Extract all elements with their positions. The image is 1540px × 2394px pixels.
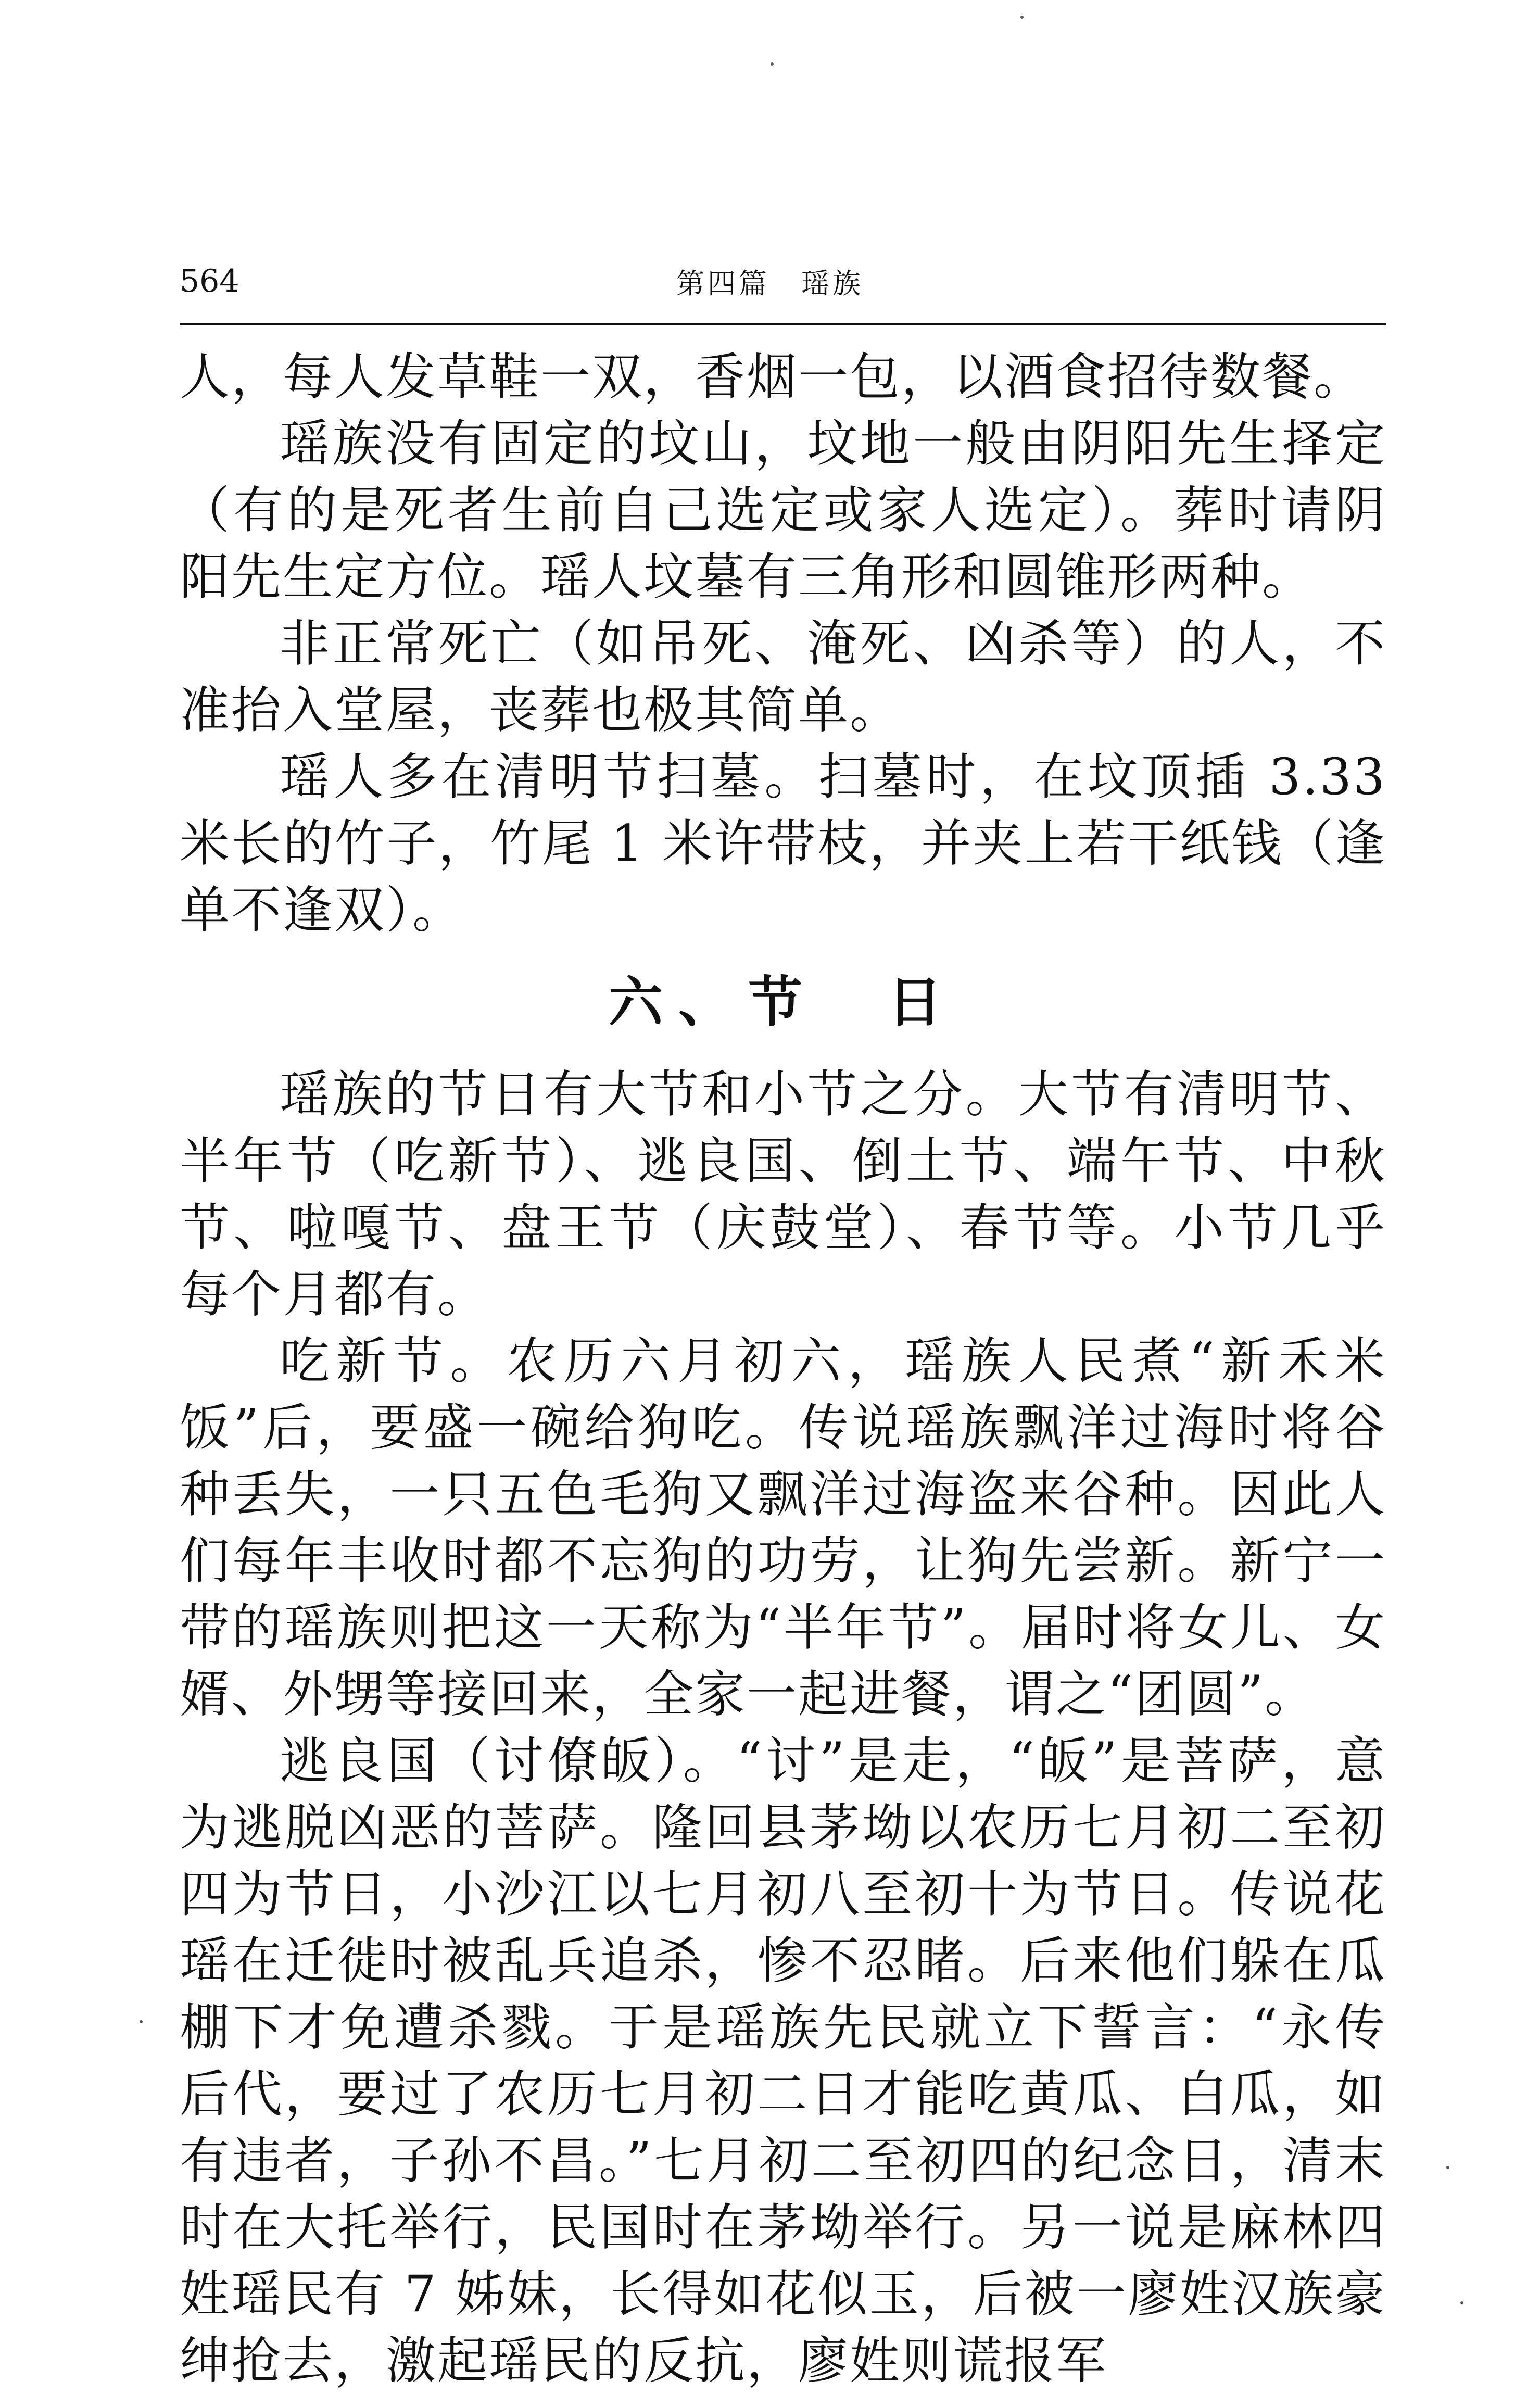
body-text [180, 344, 1386, 2394]
header-rule [180, 323, 1386, 325]
paragraph: 瑶人多在清明节扫墓。扫墓时，在坟顶插 3.33 米长的竹子，竹尾 1 米许带枝，并夹上若干纸钱（逢单不逢双）。 [180, 748, 1386, 939]
page-number: 564 [180, 263, 239, 299]
paragraph: 瑶族的节日有大节和小节之分。大节有清明节、半年节（吃新节）、逃良国、倒土节、端午节、中秋节、啦嘎节、盘王节（庆鼓堂）、春节等。小节几乎每个月都有。 [180, 1065, 1386, 1324]
running-title: 第四篇 瑶族 [676, 267, 864, 300]
paragraph: 吃新节。农历六月初六，瑶族人民煮“新禾米饭”后，要盛一碗给狗吃。传说瑶族飘洋过海时将谷种丢失，一只五色毛狗又飘洋过海盗来谷种。因此人们每年丰收时都不忘狗的功劳，让狗先尝新。新宁一带的瑶族则把这一天称为“半年节”。届时将女儿、女婿、外甥等接回来，全家一起进餐，谓之“团圆”。 [180, 1332, 1386, 1723]
scan-speck [771, 62, 774, 66]
paragraph: 瑶族没有固定的坟山，坟地一般由阴阳先生择定（有的是死者生前自己选定或家人选定）。葬时请阴阳先生定方位。瑶人坟墓有三角形和圆锥形两种。 [180, 414, 1386, 606]
scan-speck [1020, 16, 1024, 19]
scan-speck [1446, 2166, 1449, 2169]
scan-speck [140, 2020, 143, 2023]
paragraph: 非正常死亡（如吊死、淹死、凶杀等）的人，不准抬入堂屋，丧葬也极其简单。 [180, 614, 1386, 739]
section-heading: 六、节 日 [608, 971, 957, 1034]
paragraph: 人，每人发草鞋一双，香烟一包，以酒食招待数餐。 [180, 348, 1365, 406]
scan-speck [1460, 2301, 1463, 2304]
paragraph: 逃良国（讨僚皈）。“讨”是走，“皈”是菩萨，意为逃脱凶恶的菩萨。隆回县茅坳以农历七月初二至初四为节日，小沙江以七月初八至初十为节日。传说花瑶在迁徙时被乱兵追杀，惨不忍睹。后来他们躲在瓜棚下才免遭杀戮。于是瑶族先民就立下誓言：“永传后代，要过了农历七月初二日才能吃黄瓜、白瓜，如有违者，子孙不昌。”七月初二至初四的纪念日，清末时在大托举行，民国时在茅坳举行。另一说是麻林四姓瑶民有 7 姊妹，长得如花似玉，后被一廖姓汉族豪绅抢去，激起瑶民的反抗，廖姓则谎报军 [180, 1732, 1386, 2390]
